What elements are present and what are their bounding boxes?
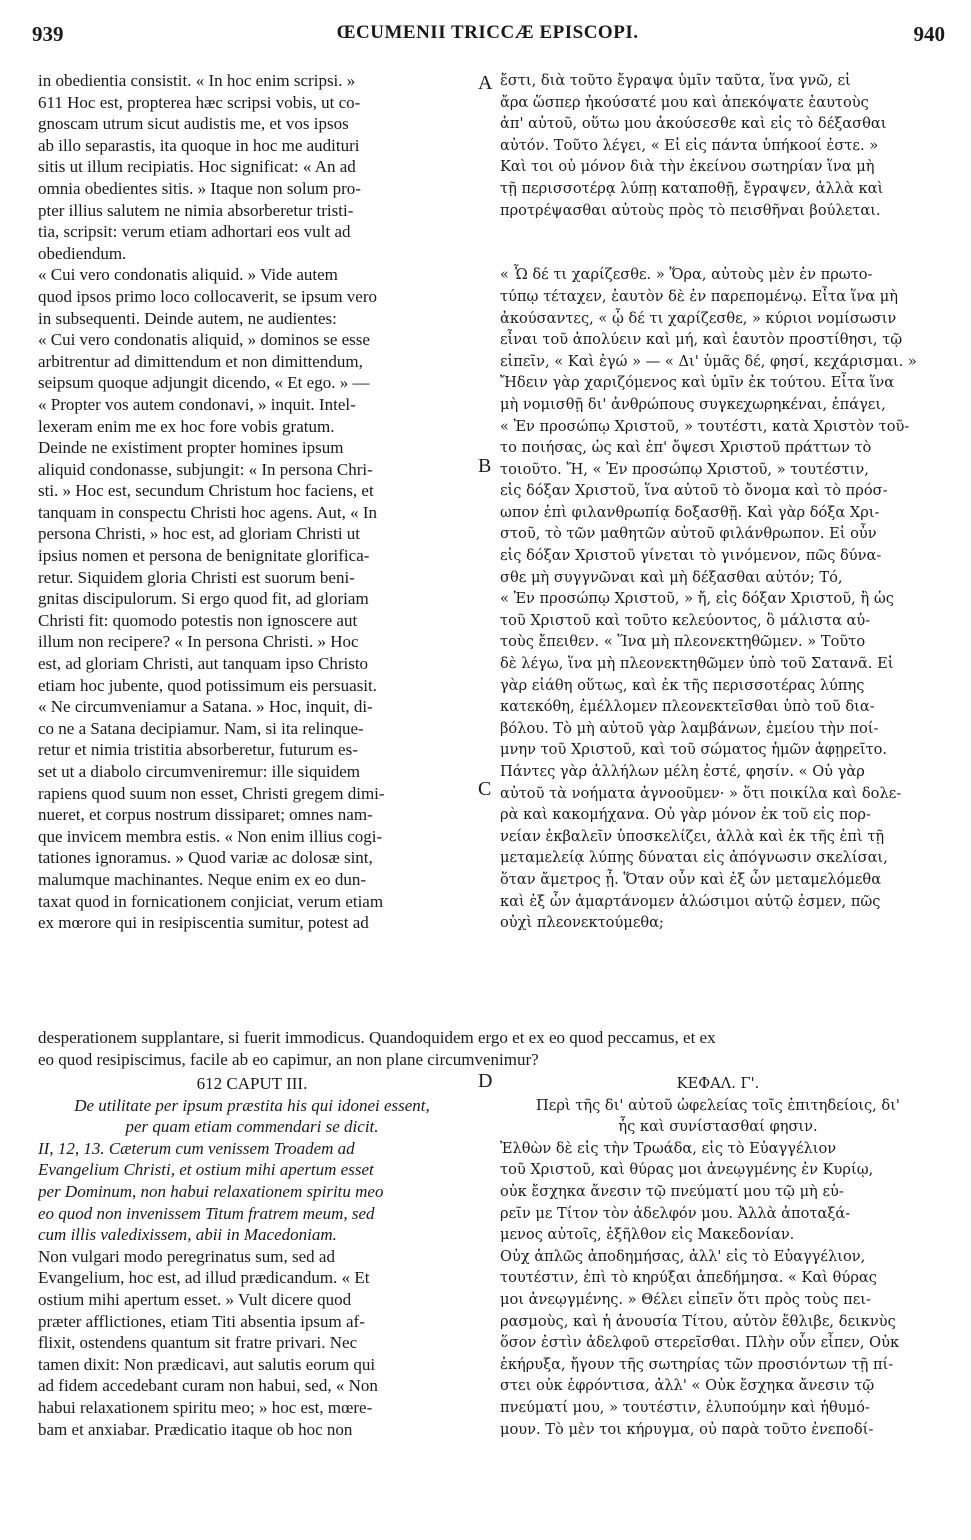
- latin-body-line: bam et anxiabar. Prædicatio itaque ob hoc non: [38, 1419, 353, 1439]
- margin-marker-a: A: [478, 72, 493, 94]
- page-header: [30, 22, 945, 62]
- latin-text-line: sitis ut illum recipiatis. Hoc significat: « An ad: [38, 157, 356, 177]
- latin-column-top: [38, 70, 466, 934]
- latin-text-line: arbitrentur ad dimittendum et non dimittendum,: [38, 351, 363, 371]
- greek-text-line: [500, 221, 936, 243]
- greek-text-line: αὐτοῦ τὰ νοήματα ἀγνοοῦμεν· » ὅτι ποικίλα καὶ δολε-: [500, 784, 902, 802]
- greek-text-line: οὐχὶ πλεονεκτούμεθα;: [500, 914, 664, 932]
- greek-text-line: το ποιήσας, ὡς καὶ ἐπ' ὄψεσι Χριστοῦ πράττων τὸ: [500, 439, 872, 457]
- latin-body-line: præter afflictiones, etiam Titi absentia ipsum af-: [38, 1311, 365, 1331]
- latin-scripture-line: II, 12, 13. Cæterum cum venissem Troadem ad: [38, 1138, 355, 1158]
- greek-scripture-line: τοῦ Χριστοῦ, καὶ θύρας μοι ἀνεῳγμένης ἐν Κυρίῳ,: [500, 1161, 874, 1179]
- right-page-number: 940: [913, 22, 945, 46]
- greek-body-line: στει οὐκ ἐφρόντισα, ἀλλ' « Οὐκ ἔσχηκα ἄνεσιν τῷ: [500, 1377, 875, 1395]
- latin-subtitle-line: per quam etiam commendari se dicit.: [125, 1117, 379, 1137]
- greek-text-line: « Ἐν προσώπῳ Χριστοῦ, » τουτέστι, κατὰ Χριστὸν τοῦ-: [500, 417, 910, 435]
- latin-body-line: flixit, ostendens quantum sit fratre privari. Nec: [38, 1333, 358, 1353]
- greek-text-line: ὅταν ἄμετρος ᾖ. Ὅταν οὖν καὶ ἐξ ὧν μεταμελόμεθα: [500, 870, 882, 888]
- latin-commentary: [38, 1246, 466, 1440]
- latin-text-line: « Ne circumveniamur a Satana. » Hoc, inquit, di-: [38, 697, 373, 717]
- latin-text-line: tationes ignoramus. » Quod variæ ac dolosæ sint,: [38, 848, 373, 868]
- latin-text-line: retur. Siquidem gloria Christi est suorum beni-: [38, 567, 355, 587]
- greek-chapter: [500, 1073, 936, 1440]
- greek-body-line: Οὐχ ἁπλῶς ἀποδημήσας, ἀλλ' εἰς τὸ Εὐαγγέλιον,: [500, 1247, 866, 1265]
- latin-body-line: habui relaxationem spiritu meo; » hoc est, mœre-: [38, 1397, 373, 1417]
- greek-chapter-subtitle: [500, 1095, 936, 1138]
- latin-text-line: persona Christi, » hoc est, ad gloriam Christi ut: [38, 524, 361, 544]
- latin-text-line: ex mœrore qui in resipiscentia sumitur, potest ad: [38, 913, 369, 933]
- greek-text-line: προτρέψασθαι αὐτοὺς πρὸς τὸ πεισθῆναι βούλεται.: [500, 201, 881, 219]
- greek-text-line: εἶναι τοῦ ἀπολύειν καὶ μή, καὶ ἑαυτὸν προστίθησι, τῷ: [500, 331, 903, 349]
- greek-text-line: ρὰ καὶ κακομήχανα. Οὐ γὰρ μόνον ἐκ τοῦ εἰς πορ-: [500, 806, 871, 824]
- greek-text-line: εἰς δόξαν Χριστοῦ γίνεται τὸ γινόμενον, πῶς δύνα-: [500, 547, 882, 565]
- latin-text-line: pter illius salutem ne nimia absorberetur tristi-: [38, 200, 354, 220]
- greek-body-line: μοι ἀνεῳγμένης. » Θέλει εἰπεῖν ὅτι πρὸς τοὺς πει-: [500, 1290, 871, 1308]
- greek-text-line: « Ὧ δέ τι χαρίζεσθε. » Ὅρα, αὐτοὺς μὲν ἐν πρωτο-: [500, 266, 873, 284]
- greek-body-line: ρασμοὺς, καὶ ἡ ἀνουσία Τίτου, αὐτὸν ἔθλιβε, δεικνὺς: [500, 1312, 896, 1330]
- latin-body-line: Non vulgari modo peregrinatus sum, sed ad: [38, 1246, 335, 1266]
- greek-column-top: [500, 70, 936, 934]
- greek-chapter-heading: ΚΕΦΑΛ. Γ'.: [676, 1075, 760, 1092]
- greek-text-line: ωπον ἐπὶ φιλανθρωπίᾳ δοξασθῇ. Καὶ γὰρ δόξα Χρι-: [500, 503, 880, 521]
- greek-text-line: νείαν ἐκβαλεῖν ὑποσκελίζει, ἀλλὰ καὶ ἐκ τῆς ἐπὶ τῇ: [500, 827, 885, 845]
- greek-subtitle-line: Περὶ τῆς δι' αὐτοῦ ὠφελείας τοῖς ἐπιτηδείοις, δι': [536, 1096, 900, 1114]
- greek-text-line: ἀκούσαντες, « ᾧ δέ τι χαρίζεσθε, » κύριοι νομίσωσιν: [500, 309, 897, 327]
- latin-text-line: omnia obedientes sitis. » Itaque non solum pro-: [38, 178, 361, 198]
- latin-text-line: retur et nimia tristitia absorberetur, futurum es-: [38, 740, 358, 760]
- latin-body-line: ostium mihi apertum esset. » Vult dicere quod: [38, 1289, 352, 1309]
- latin-scripture-line: eo quod non invenissem Titum fratrem meum, sed: [38, 1203, 375, 1223]
- greek-text-line: « Ἐν προσώπῳ Χριστοῦ, » ἤ, εἰς δόξαν Χριστοῦ, ἢ ὡς: [500, 590, 894, 608]
- greek-text-line: Πάντες γὰρ ἀλλήλων μέλη ἐστέ, φησίν. « Οὐ γὰρ: [500, 763, 865, 780]
- latin-text-line: « Cui vero condonatis aliquid, » dominos se esse: [38, 330, 370, 350]
- latin-text-line: 611 Hoc est, propterea hæc scripsi vobis, ut co-: [38, 92, 361, 112]
- latin-text-line: quod ipsos primo loco collocaverit, se ipsum vero: [38, 286, 377, 306]
- greek-body-line: πνεύματί μου, » τουτέστιν, ἐλυπούμην καὶ ἠθυμό-: [500, 1398, 870, 1416]
- latin-scripture-line: cum illis valedixissem, abii in Macedoniam.: [38, 1225, 337, 1245]
- latin-text-line: seipsum quoque adjungit dicendo, « Et ego. » —: [38, 373, 370, 393]
- greek-body-line: ἐκήρυξα, ἤγουν τῆς σωτηρίας τῶν προσιόντων τῇ πί-: [500, 1355, 894, 1373]
- greek-text-line: μεταμελείᾳ λύπης δύναται εἰς ἀπόγνωσιν σκελίσαι,: [500, 849, 888, 867]
- greek-body-line: τουτέστιν, ἐπὶ τὸ κηρύξαι ἀπεδήμησα. « Καὶ θύρας: [500, 1269, 877, 1287]
- latin-body-line: Evangelium, hoc est, ad illud prædicandum. « Et: [38, 1268, 370, 1288]
- greek-text-line: κατεκόθη, ἐμέλλομεν πλεονεκτεῖσθαι ὑπὸ τοῦ δια-: [500, 698, 875, 716]
- greek-subtitle-line: ἧς καὶ συνίστασθαί φησιν.: [618, 1118, 818, 1136]
- latin-text-line: taxat quod in fornicationem conjiciat, verum etiam: [38, 891, 384, 911]
- latin-body-line: tamen dixit: Non prædicavi, aut salutis eorum qui: [38, 1354, 376, 1374]
- latin-text-line: etiam hoc jubente, quod potissimum eis persuasit.: [38, 675, 378, 695]
- greek-text-line: Ἤδειν γὰρ χαριζόμενος καὶ ὑμῖν ἐκ τούτου. Εἶτα ἵνα: [500, 374, 895, 392]
- greek-text-line: δὲ λέγω, ἵνα μὴ πλεονεκτηθῶμεν ὑπὸ τοῦ Σατανᾶ. Εἰ: [500, 655, 894, 673]
- greek-text-line: τῇ περισσοτέρᾳ λύπῃ καταποθῇ, ἔγραψεν, ἀλλὰ καὶ: [500, 179, 884, 197]
- latin-text-line: « Propter vos autem condonavi, » inquit. Intel-: [38, 394, 356, 414]
- latin-text-line: « Cui vero condonatis aliquid. » Vide autem: [38, 265, 338, 285]
- latin-text-line: illum non recipere? « In persona Christi. » Hoc: [38, 632, 359, 652]
- margin-marker-c: C: [478, 778, 492, 800]
- latin-chapter-subtitle: [38, 1095, 466, 1138]
- latin-text-line: set ut a diabolo circumveniremur: ille siquidem: [38, 762, 360, 781]
- greek-scripture-line: μενος αὐτοῖς, ἐξῆλθον εἰς Μακεδονίαν.: [500, 1226, 795, 1244]
- latin-text-line: Deinde ne existiment propter homines ipsum: [38, 438, 344, 458]
- latin-text-line: ipsius nomen et persona de benignitate glorifica-: [38, 546, 370, 566]
- greek-scripture-passage: [500, 1138, 936, 1246]
- latin-text-line: sti. » Hoc est, secundum Christum hoc faciens, et: [38, 481, 374, 501]
- greek-text-line: ἄρα ὥσπερ ἠκούσατέ μου καὶ ἀπεκόψατε ἑαυτοὺς: [500, 93, 869, 111]
- greek-text-line: βόλου. Τὸ μὴ αὐτοῦ γὰρ λαμβάνων, ἐμείου τὴν ποί-: [500, 719, 879, 737]
- left-page-number: 939: [32, 22, 64, 46]
- greek-text-line: αὐτόν. Τοῦτο λέγει, « Εἰ εἰς πάντα ὑπήκοοί ἐστε. »: [500, 136, 879, 154]
- latin-body-line: ad fidem accedebant curam non habui, sed, « Non: [38, 1376, 378, 1396]
- greek-text-line: γὰρ εἰάθη οὕτως, καὶ ἐκ τῆς περισσοτέρας λύπης: [500, 676, 865, 694]
- latin-text-line: gnoscam utrum sicut audistis me, et vos ipsos: [38, 114, 349, 134]
- greek-text-line: σθε μὴ συγγνῶναι καὶ μὴ δέξασθαι αὐτόν; Τό,: [500, 568, 843, 586]
- margin-marker-b: B: [478, 455, 492, 477]
- latin-text-line: tia, scripsit: verum etiam adhortari eos vult ad: [38, 222, 351, 242]
- latin-text-line: obediendum.: [38, 243, 127, 263]
- margin-marker-d: D: [478, 1070, 493, 1092]
- latin-text-line: nueret, et corpus nostrum dissiparet; omnes nam-: [38, 805, 373, 825]
- greek-text-line: καὶ ἐξ ὧν ἁμαρτάνομεν ἁλώσιμοι αὐτῷ ἐσμεν, πῶς: [500, 892, 881, 910]
- latin-text-line: aliquid condonasse, subjungit: « In persona Chri-: [38, 459, 373, 479]
- latin-text-line: malumque machinantes. Neque enim ex eo dun-: [38, 869, 367, 889]
- latin-chapter: [38, 1073, 466, 1440]
- greek-text-line: εἰς δόξαν Χριστοῦ, ἵνα αὐτοῦ τὸ ὄνομα καὶ τὸ πρόσ-: [500, 482, 888, 500]
- full-width-bridge-text: [38, 1027, 938, 1070]
- greek-commentary: [500, 1246, 936, 1440]
- latin-scripture-passage: [38, 1138, 466, 1246]
- latin-text-line: rapiens quod suum non esset, Christi gregem dimi-: [38, 783, 385, 803]
- greek-text-line: Καὶ τοι οὐ μόνον διὰ τὴν ἐκείνου σωτηρίαν ἵνα μὴ: [500, 158, 875, 176]
- greek-text-line: τοιοῦτο. Ἤ, « Ἐν προσώπῳ Χριστοῦ, » τουτέστιν,: [500, 460, 869, 478]
- latin-text-line: co ne a Satana decipiamur. Nam, si ita relinque-: [38, 718, 364, 738]
- greek-text-line: τοὺς ἔπειθεν. « Ἵνα μὴ πλεονεκτηθῶμεν. » Τοῦτο: [500, 633, 866, 651]
- greek-text-line: μνην τοῦ Χριστοῦ, καὶ τοῦ σώματος ἡμῶν ἀφῃρεῖτο.: [500, 741, 888, 759]
- greek-text-line: τοῦ Χριστοῦ καὶ τοῦτο κελεύοντος, ὃ μάλιστα αὐ-: [500, 611, 871, 629]
- latin-scripture-line: per Dominum, non habui relaxationem spiritu meo: [38, 1181, 384, 1201]
- latin-text-line: gnitas discipulorum. Si ergo quod fit, ad gloriam: [38, 589, 369, 609]
- greek-scripture-line: οὐκ ἔσχηκα ἄνεσιν τῷ πνεύματί μου τῷ μὴ εὑ-: [500, 1182, 844, 1200]
- latin-subtitle-line: De utilitate per ipsum præstita his qui idonei essent,: [74, 1095, 430, 1115]
- greek-scripture-line: ρεῖν με Τίτον τὸν ἀδελφόν μου. Ἀλλὰ ἀποταξά-: [500, 1204, 851, 1222]
- latin-text-line: Christi fit: quomodo potestis non ignoscere aut: [38, 610, 358, 630]
- latin-text-line: in subsequenti. Deinde autem, ne audientes:: [38, 308, 337, 328]
- bridge-text-line: desperationem supplantare, si fuerit immodicus. Quandoquidem ergo et ex eo quod peccamus, et ex: [38, 1028, 716, 1047]
- greek-scripture-line: Ἐλθὼν δὲ εἰς τὴν Τρωάδα, εἰς τὸ Εὐαγγέλιον: [500, 1139, 837, 1157]
- bridge-text-line: eo quod resipiscimus, facile ab eo capimur, an non plane circumvenimur?: [38, 1049, 539, 1069]
- latin-text-line: que invicem membra estis. « Non enim illius cogi-: [38, 826, 383, 846]
- latin-text-line: in obedientia consistit. « In hoc enim scripsi. »: [38, 71, 356, 90]
- greek-text-line: ἀπ' αὐτοῦ, οὕτω μου ἀκούσεσθε καὶ εἰς τὸ δέξασθαι: [500, 115, 887, 133]
- latin-text-line: est, ad gloriam Christi, aut tanquam ipso Christo: [38, 654, 369, 674]
- latin-scripture-line: Evangelium Christi, et ostium mihi apertum esset: [38, 1160, 374, 1180]
- greek-text-line: στοῦ, τὸ τῶν μαθητῶν αὐτοῦ φιλάνθρωπον. Εἰ οὖν: [500, 525, 877, 543]
- greek-text-line: μὴ νομισθῇ δι' ἀνθρώπους συγκεχωρηκέναι, ἐπάγει,: [500, 395, 886, 413]
- running-title: ŒCUMENII TRICCÆ EPISCOPI.: [336, 22, 639, 43]
- greek-text-line: τύπῳ τέταχεν, ἑαυτὸν δὲ ἐν παρεπομένῳ. Εἶτα ἵνα μὴ: [500, 287, 899, 305]
- greek-text-line: ἔστι, διὰ τοῦτο ἔγραψα ὑμῖν ταῦτα, ἵνα γνῶ, εἰ: [500, 72, 851, 89]
- greek-text-line: εἰπεῖν, « Καὶ ἐγώ » — « Δι' ὑμᾶς δέ, φησί, κεχάρισμαι. »: [500, 352, 917, 370]
- greek-body-line: ὅσον ἐστὶν ἀδελφοῦ στερεῖσθαι. Πλὴν οὖν εἶπεν, Οὐκ: [500, 1334, 900, 1352]
- greek-body-line: μουν. Τὸ μὲν τοι κήρυγμα, οὐ παρὰ τοῦτο ἐνεποδί-: [500, 1420, 874, 1438]
- latin-chapter-heading: 612 CAPUT III.: [196, 1074, 308, 1093]
- greek-text-line: [500, 243, 936, 265]
- latin-text-line: lexeram enim me ex hoc fore vobis gratum.: [38, 416, 335, 436]
- latin-text-line: ab illo separastis, ita quoque in hoc me audituri: [38, 135, 360, 155]
- latin-text-line: tanquam in conspectu Christi hoc agens. Aut, « In: [38, 502, 377, 522]
